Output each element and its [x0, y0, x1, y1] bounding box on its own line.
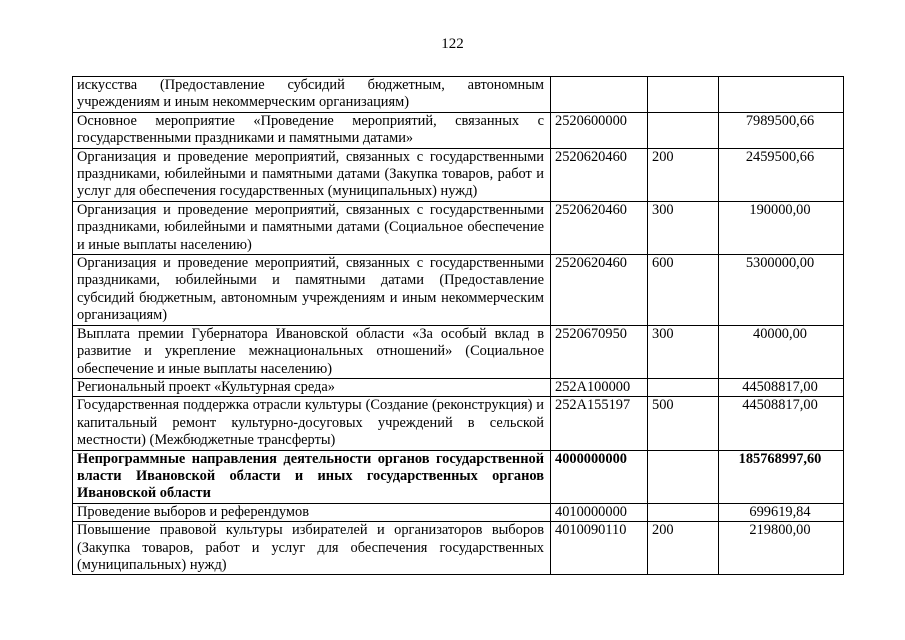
row-amount: 5300000,00	[719, 255, 844, 326]
table-row	[73, 148, 844, 201]
table-row	[73, 77, 844, 113]
row-code: 4010000000	[551, 503, 648, 521]
row-expense-type	[648, 112, 719, 148]
row-expense-type: 600	[648, 255, 719, 326]
row-description: Непрограммные направления деятельности органов государственной власти Ивановской области и иных государственных органов Ивановской области	[73, 450, 551, 503]
row-code: 2520600000	[551, 112, 648, 148]
table-row-section-total	[73, 450, 844, 503]
row-expense-type: 300	[648, 325, 719, 378]
row-amount: 40000,00	[719, 325, 844, 378]
page-number: 122	[441, 36, 464, 52]
row-description: Повышение правовой культуры избирателей и организаторов выборов (Закупка товаров, работ и услуг для обеспечения государственных (муниципальных) нужд)	[73, 522, 551, 575]
table-row	[73, 112, 844, 148]
row-description: Выплата премии Губернатора Ивановской области «За особый вклад в развитие и укрепление межнациональных отношений» (Социальное обеспечение и иные выплаты населению)	[73, 325, 551, 378]
row-amount: 2459500,66	[719, 148, 844, 201]
row-description: Организация и проведение мероприятий, связанных с государственными праздниками, юбилейными и памятными датами (Закупка товаров, работ и услуг для обеспечения государственных (муниципальных) нужд)	[73, 148, 551, 201]
row-code: 2520620460	[551, 201, 648, 254]
row-expense-type	[648, 378, 719, 396]
row-description: Региональный проект «Культурная среда»	[73, 378, 551, 396]
row-description: Организация и проведение мероприятий, связанных с государственными праздниками, юбилейными и памятными датами (Предоставление субсидий бюджетным, автономным учреждениям и иным некоммерческим организациям)	[73, 255, 551, 326]
row-code	[551, 77, 648, 113]
row-amount: 699619,84	[719, 503, 844, 521]
row-expense-type	[648, 450, 719, 503]
row-code: 4010090110	[551, 522, 648, 575]
row-expense-type: 200	[648, 148, 719, 201]
row-amount: 190000,00	[719, 201, 844, 254]
row-code: 2520620460	[551, 255, 648, 326]
budget-table	[72, 76, 844, 575]
row-amount: 185768997,60	[719, 450, 844, 503]
table-row	[73, 397, 844, 450]
row-code: 2520670950	[551, 325, 648, 378]
row-description: искусства (Предоставление субсидий бюджетным, автономным учреждениям и иным некоммерческим организациям)	[73, 77, 551, 113]
row-amount: 7989500,66	[719, 112, 844, 148]
row-description: Проведение выборов и референдумов	[73, 503, 551, 521]
row-description: Государственная поддержка отрасли культуры (Создание (реконструкция) и капитальный ремонт культурно-досуговых учреждений в сельской местности) (Межбюджетные трансферты)	[73, 397, 551, 450]
table-row	[73, 522, 844, 575]
row-code: 2520620460	[551, 148, 648, 201]
row-amount	[719, 77, 844, 113]
row-code: 4000000000	[551, 450, 648, 503]
row-code: 252A155197	[551, 397, 648, 450]
table-row	[73, 378, 844, 396]
row-amount: 44508817,00	[719, 378, 844, 396]
table-row	[73, 255, 844, 326]
row-amount: 44508817,00	[719, 397, 844, 450]
row-expense-type	[648, 77, 719, 113]
row-amount: 219800,00	[719, 522, 844, 575]
table-row	[73, 503, 844, 521]
row-code: 252A100000	[551, 378, 648, 396]
row-description: Организация и проведение мероприятий, связанных с государственными праздниками, юбилейными и памятными датами (Социальное обеспечение и иные выплаты населению)	[73, 201, 551, 254]
table-row	[73, 325, 844, 378]
row-expense-type: 200	[648, 522, 719, 575]
row-expense-type	[648, 503, 719, 521]
row-expense-type: 500	[648, 397, 719, 450]
row-description: Основное мероприятие «Проведение мероприятий, связанных с государственными праздниками и памятными датами»	[73, 112, 551, 148]
table-row	[73, 201, 844, 254]
row-expense-type: 300	[648, 201, 719, 254]
